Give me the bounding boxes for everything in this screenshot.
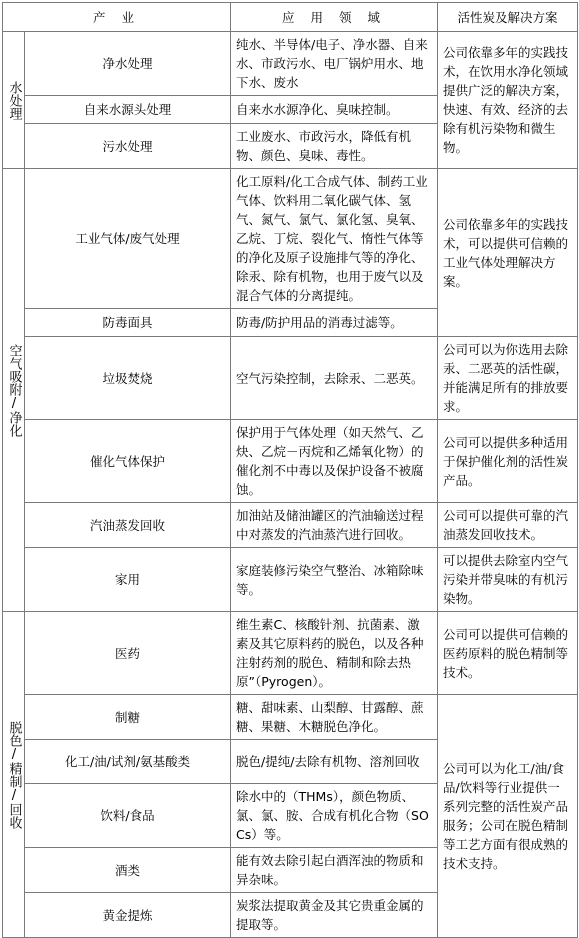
application-cell: 家庭装修污染空气整治、冰箱除味等。 bbox=[231, 548, 438, 612]
solution-cell: 公司可以为你选用去除汞、二恶英的活性碳，并能满足所有的排放要求。 bbox=[438, 337, 578, 420]
application-cell: 加油站及储油罐区的汽油输送过程中对蒸发的汽油蒸汽进行回收。 bbox=[231, 503, 438, 548]
table-row bbox=[3, 32, 578, 96]
industry-cell: 工业气体/废气处理 bbox=[25, 169, 231, 309]
application-cell: 化工原料/化工合成气体、制药工业气体、饮料用二氧化碳气体、氢气、氮气、氯气、氯化氢、臭氧、乙烷、丁烷、裂化气、惰性气体等的净化及原子设施排气等的净化、除汞、除有机物，也用于废气以及混合气体的分离提纯。 bbox=[231, 169, 438, 309]
table-row bbox=[3, 169, 578, 309]
application-cell: 空气污染控制，去除汞、二恶英。 bbox=[231, 337, 438, 420]
industry-cell: 净水处理 bbox=[25, 32, 231, 96]
industry-application-table bbox=[2, 2, 578, 938]
table-row bbox=[3, 420, 578, 503]
table-row bbox=[3, 337, 578, 420]
solution-cell: 公司可以为化工/油/食品/饮料等行业提供一系列完整的活性炭产品服务；公司在脱色精制等工艺方面有很成熟的技术支持。 bbox=[438, 695, 578, 938]
category-water-treatment: 水处理 bbox=[3, 32, 25, 169]
application-cell: 能有效去除引起白酒浑浊的物质和异杂味。 bbox=[231, 848, 438, 893]
industry-cell: 催化气体保护 bbox=[25, 420, 231, 503]
solution-cell: 公司可以提供可靠的汽油蒸发回收技术。 bbox=[438, 503, 578, 548]
table-row bbox=[3, 503, 578, 548]
industry-cell: 饮料/食品 bbox=[25, 784, 231, 848]
table-row bbox=[3, 695, 578, 740]
application-cell: 糖、甜味素、山梨醇、甘露醇、蔗糖、果糖、木糖脱色净化。 bbox=[231, 695, 438, 740]
table-row bbox=[3, 612, 578, 695]
table-row bbox=[3, 548, 578, 612]
industry-cell: 制糖 bbox=[25, 695, 231, 740]
application-cell: 工业废水、市政污水，降低有机物、颜色、臭味、毒性。 bbox=[231, 124, 438, 169]
industry-cell: 化工/油/试剂/氨基酸类 bbox=[25, 740, 231, 784]
application-cell: 纯水、半导体/电子、净水器、自来水、市政污水、电厂锅炉用水、地下水、废水 bbox=[231, 32, 438, 96]
solution-cell: 公司依靠多年的实践技术，可以提供可信赖的工业气体处理解决方案。 bbox=[438, 169, 578, 337]
application-cell: 维生素C、核酸针剂、抗菌素、激素及其它原料药的脱色，以及各种注射药剂的脱色、精制和除去热原”（Pyrogen）。 bbox=[231, 612, 438, 695]
industry-cell: 家用 bbox=[25, 548, 231, 612]
application-cell: 自来水水源净化、臭味控制。 bbox=[231, 96, 438, 124]
solution-cell: 公司可以提供可信赖的医药原料的脱色精制等技术。 bbox=[438, 612, 578, 695]
solution-cell: 公司依靠多年的实践技术，在饮用水净化领域提供广泛的解决方案，快速、有效、经济的去除有机污染物和微生物。 bbox=[438, 32, 578, 169]
application-cell: 脱色/提纯/去除有机物、溶剂回收 bbox=[231, 740, 438, 784]
industry-cell: 汽油蒸发回收 bbox=[25, 503, 231, 548]
industry-cell: 酒类 bbox=[25, 848, 231, 893]
category-decolor-refine: 脱色/精制/回收 bbox=[3, 612, 25, 938]
table-header-row bbox=[3, 3, 578, 32]
header-industry: 产 业 bbox=[3, 3, 231, 32]
industry-cell: 污水处理 bbox=[25, 124, 231, 169]
application-cell: 除水中的（THMs），颜色物质、氯、氯、胺、合成有机化合物（SOCs）等。 bbox=[231, 784, 438, 848]
solution-cell: 公司可以提供多种适用于保护催化剂的活性炭产品。 bbox=[438, 420, 578, 503]
industry-cell: 自来水源头处理 bbox=[25, 96, 231, 124]
category-air-adsorption: 空气吸附/净化 bbox=[3, 169, 25, 612]
header-application: 应 用 领 域 bbox=[231, 3, 438, 32]
industry-cell: 防毒面具 bbox=[25, 309, 231, 337]
industry-cell: 垃圾焚烧 bbox=[25, 337, 231, 420]
industry-cell: 黄金提炼 bbox=[25, 893, 231, 938]
application-cell: 炭浆法提取黄金及其它贵重金属的提取等。 bbox=[231, 893, 438, 938]
solution-cell: 可以提供去除室内空气污染并带臭味的有机污染物。 bbox=[438, 548, 578, 612]
application-cell: 防毒/防护用品的消毒过滤等。 bbox=[231, 309, 438, 337]
industry-cell: 医药 bbox=[25, 612, 231, 695]
header-solution: 活性炭及解决方案 bbox=[438, 3, 578, 32]
application-cell: 保护用于气体处理（如天然气、乙炔、乙烷－丙烷和乙烯氧化物）的催化剂不中毒以及保护设备不被腐蚀。 bbox=[231, 420, 438, 503]
